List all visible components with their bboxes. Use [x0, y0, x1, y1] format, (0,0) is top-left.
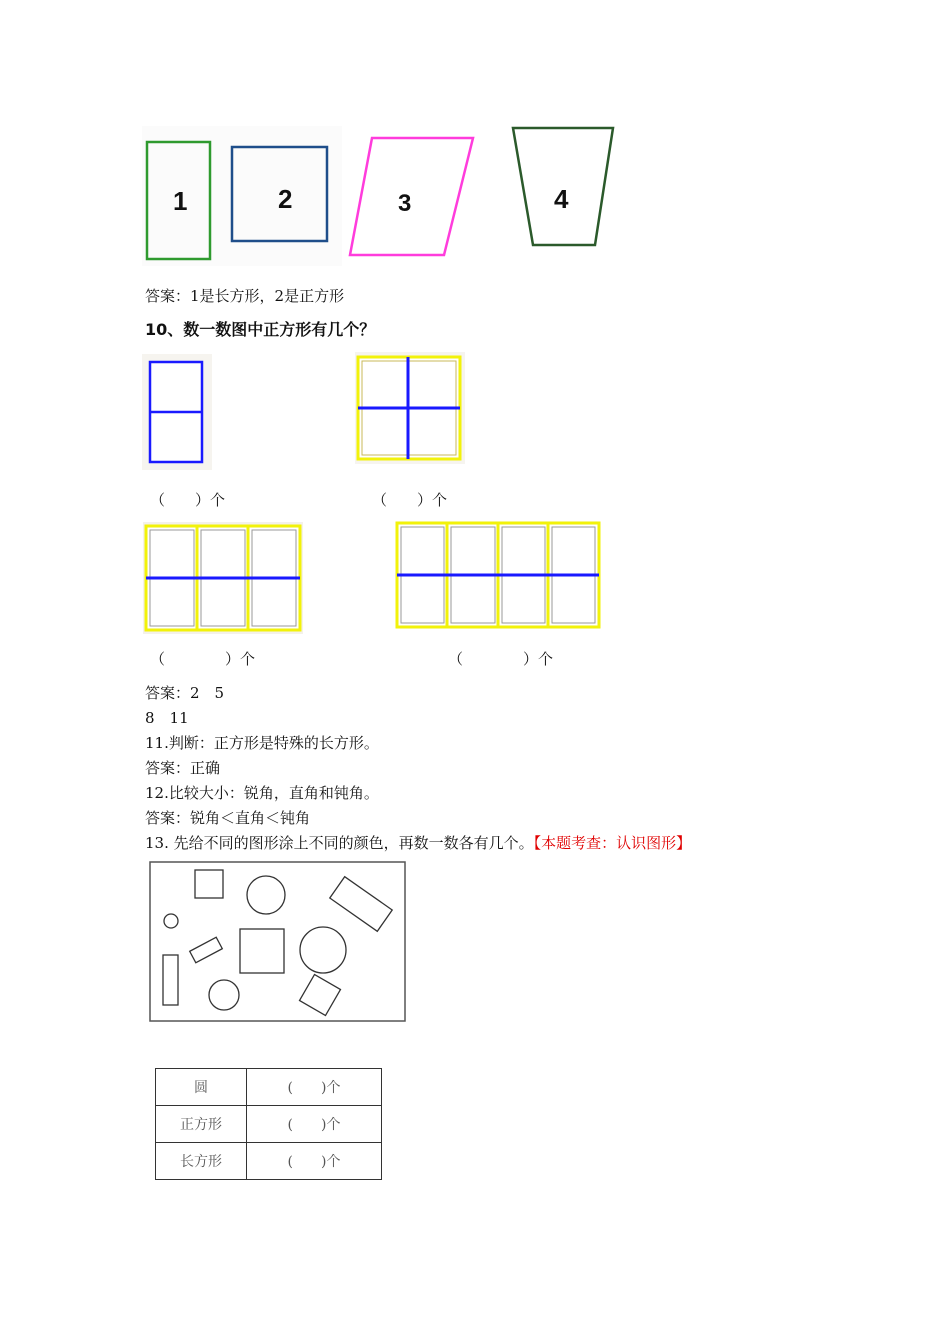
q10-answer-line1: 答案：2 5	[145, 684, 225, 702]
q10-blank-b[interactable]: （ ）个	[372, 491, 448, 509]
q12-answer: 答案：锐角＜直角＜钝角	[145, 809, 311, 827]
q10-figure-a	[142, 354, 212, 470]
table-row	[156, 1069, 382, 1106]
shape-3-label: 3	[398, 190, 412, 217]
q13-shapes-figure	[148, 860, 408, 1024]
q11-question: 11.判断：正方形是特殊的长方形。	[145, 734, 379, 752]
table-row	[156, 1143, 382, 1180]
q10-blank-d[interactable]: （ ）个	[448, 650, 554, 668]
q13-count-table	[155, 1068, 382, 1180]
q10-answer-line2: 8 11	[145, 709, 189, 727]
shape-3-parallelogram	[350, 138, 473, 255]
q13-tag: 【本题考查：认识图形】	[533, 834, 692, 852]
shape-2-label: 2	[278, 184, 293, 214]
q13-question: 13. 先给不同的图形涂上不同的颜色，再数一数各有几个。	[145, 834, 534, 852]
q10-blank-c[interactable]: （ ）个	[150, 650, 256, 668]
q10-figure-b	[355, 352, 465, 464]
table-cell-shape: 正方形	[156, 1106, 247, 1143]
table-cell-blank[interactable]: ( )个	[247, 1069, 382, 1106]
table-row	[156, 1106, 382, 1143]
table-cell-shape: 长方形	[156, 1143, 247, 1180]
q10-figure-d	[395, 520, 601, 630]
q10-figure-c	[143, 522, 303, 634]
shape-4-label: 4	[554, 184, 569, 214]
q10-title: 10、数一数图中正方形有几个？	[145, 320, 376, 339]
q11-answer: 答案：正确	[145, 759, 221, 777]
table-cell-shape: 圆	[156, 1069, 247, 1106]
table-cell-blank[interactable]: ( )个	[247, 1106, 382, 1143]
shape-1-label: 1	[173, 186, 188, 216]
q10-blank-a[interactable]: （ ）个	[150, 491, 226, 509]
table-cell-blank[interactable]: ( )个	[247, 1143, 382, 1180]
q13-question-line	[145, 833, 691, 853]
q12-question: 12.比较大小：锐角，直角和钝角。	[145, 784, 379, 802]
q9-answer: 答案：1是长方形，2是正方形	[145, 287, 345, 305]
shapes-figure	[140, 120, 630, 270]
